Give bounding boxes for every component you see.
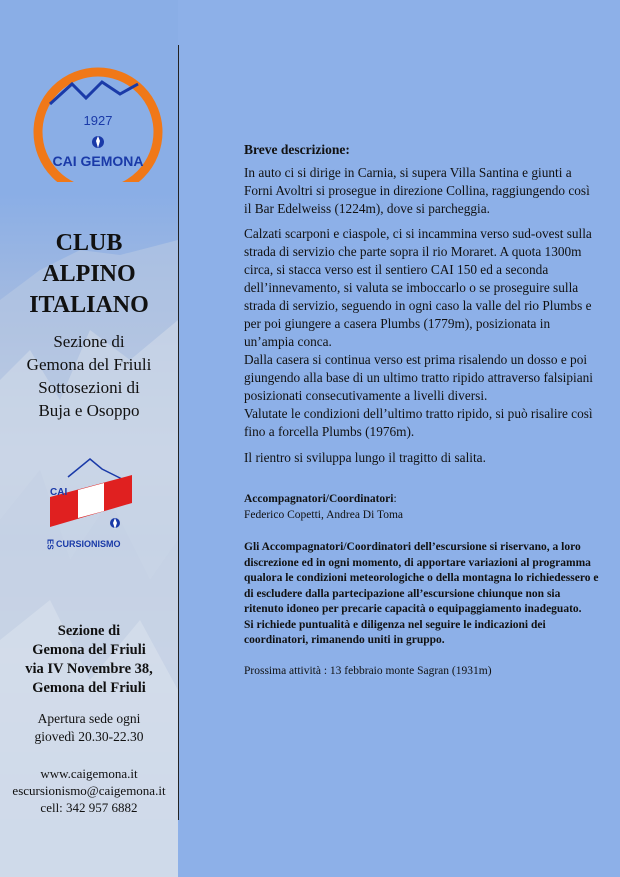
- contacts-block: [0, 765, 178, 816]
- coordinators-colon: :: [393, 493, 397, 505]
- coordinators-label: Accompagnatori/Coordinatori: [244, 493, 394, 505]
- coordinators-heading: [244, 491, 600, 507]
- club-title: [0, 228, 178, 321]
- description-paragraph: Valutate le condizioni dell’ultimo tratto ripido, si può risalire così fino a forcella Plumbs (1976m).: [244, 406, 593, 439]
- opening-hours: [0, 710, 178, 746]
- section-line: Buja e Osoppo: [38, 401, 140, 420]
- section-line: Gemona del Friuli: [26, 355, 152, 374]
- address-line: Gemona del Friuli: [32, 680, 146, 696]
- address-line: Gemona del Friuli: [32, 642, 146, 658]
- description-paragraph: Il rientro si sviluppa lungo il tragitto di salita.: [244, 450, 486, 465]
- vertical-divider: [178, 45, 179, 820]
- cai-escursionismo-logo: [40, 455, 140, 555]
- main-content: [244, 140, 600, 679]
- esc-logo-cursionismo: CURSIONISMO: [56, 539, 121, 549]
- club-title-line: CLUB: [55, 230, 123, 256]
- logo-year: 1927: [83, 113, 113, 128]
- cai-emblem-icon: [92, 136, 104, 148]
- coordinators-names: Federico Copetti, Andrea Di Toma: [244, 509, 403, 521]
- description-paragraph: Calzati scarponi e ciaspole, ci si incammina verso sud-ovest sulla strada di servizio che parte sopra il rio Moraret. A quota 1300m circa, si stacca verso est il sentiero CAI 150 ed a seconda dell’innevamento, si valuta se imboccarlo o se proseguire sulla strada di servizio, seguendo in ogni caso la valle del rio Plumbs e per poi giungere a casera Plumbs (1779m), posizionata in un’ampia conca.: [244, 226, 592, 349]
- section-line: Sezione di: [53, 332, 125, 351]
- hours-line: Apertura sede ogni: [37, 711, 141, 726]
- logo-name: CAI GEMONA: [52, 153, 144, 169]
- email-link[interactable]: escursionismo@caigemona.it: [12, 783, 166, 798]
- notice-paragraph: Gli Accompagnatori/Coordinatori dell’escursione si riservano, a loro discrezione ed in ogni momento, di apportare variazioni al programma qualora le condizioni meteorologiche o della montagna lo richiedessero e di escludere dalla partecipazione all’escursione chiunque non sia ritenuto idoneo per precarie capacità o equipaggiamento inadeguato.: [244, 541, 599, 615]
- cai-gemona-logo: [28, 62, 168, 182]
- description-paragraph: Dalla casera si continua verso est prima risalendo un dosso e poi giungendo alla base di un ultimo tratto ripido attraverso falsipiani posizionati consecutivamente a livelli diversi.: [244, 352, 593, 403]
- section-line: Sottosezioni di: [38, 378, 140, 397]
- address-line: Sezione di: [57, 623, 121, 639]
- sidebar-panel: [0, 0, 178, 877]
- phone-number: cell: 342 957 6882: [40, 800, 138, 815]
- club-title-line: ALPINO: [42, 261, 136, 287]
- hours-line: giovedì 20.30-22.30: [34, 729, 144, 744]
- esc-logo-cai: CAI: [50, 487, 68, 498]
- description-heading: Breve descrizione:: [244, 142, 350, 157]
- next-activity: Prossima attività : 13 febbraio monte Sagran (1931m): [244, 664, 492, 677]
- section-info: [0, 330, 178, 422]
- notice-paragraph: Si richiede puntualità e diligenza nel seguire le indicazioni dei coordinatori, rimanendo uniti in gruppo.: [244, 618, 546, 646]
- esc-logo-es: ES: [45, 539, 55, 550]
- club-title-line: ITALIANO: [29, 292, 149, 318]
- description-paragraph: In auto ci si dirige in Carnia, si supera Villa Santina e giunti a Forni Avoltri si prosegue in direzione Collina, raggiungendo così il Bar Edelweiss (1224m), dove si parcheggia.: [244, 165, 590, 216]
- cai-emblem-icon: [110, 518, 120, 529]
- address-block: [0, 622, 178, 698]
- address-line: via IV Novembre 38,: [25, 661, 153, 677]
- website-link[interactable]: www.caigemona.it: [40, 766, 138, 781]
